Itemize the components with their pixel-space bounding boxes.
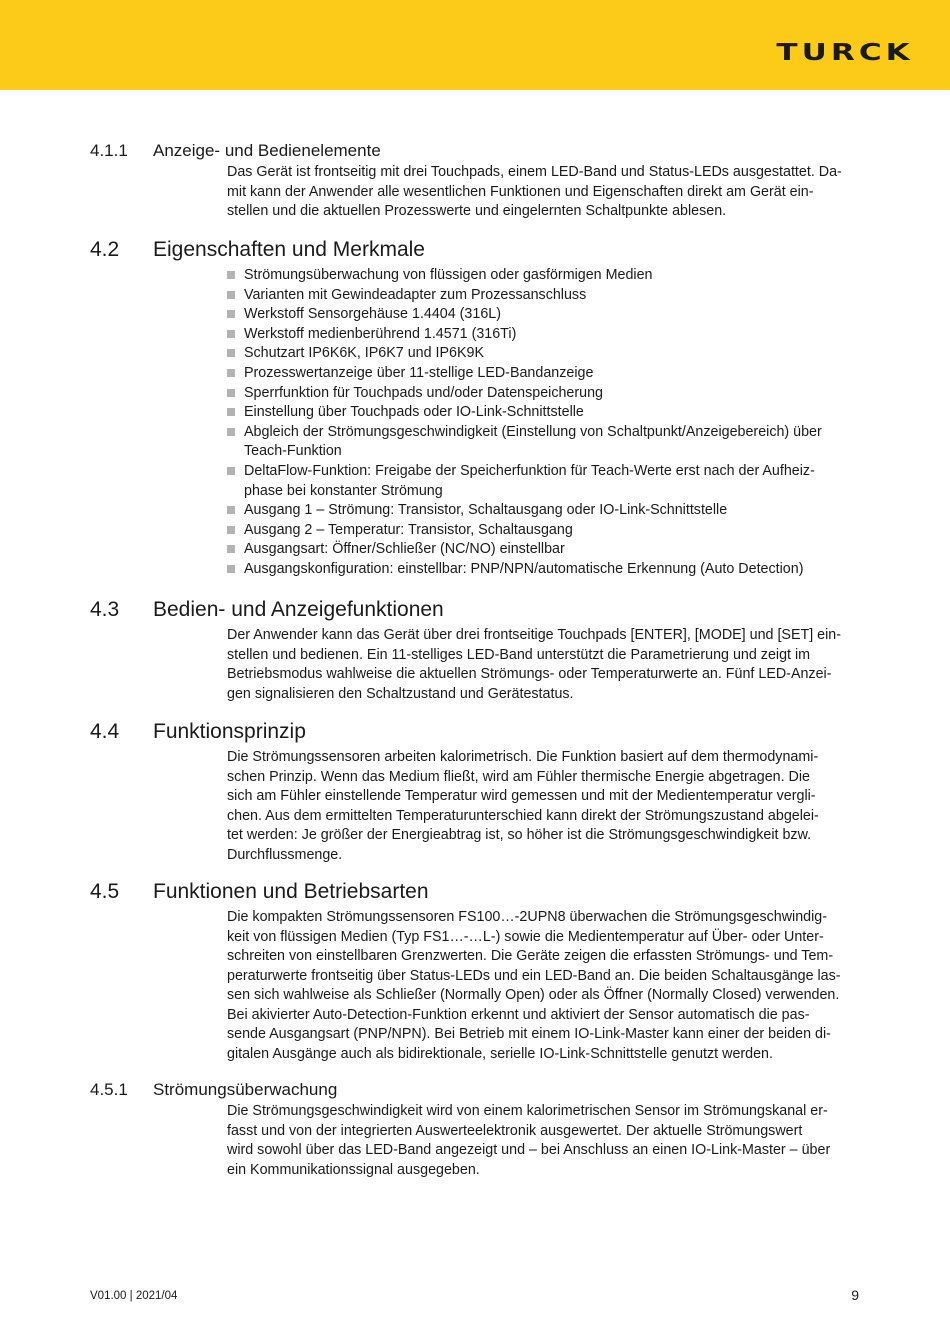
text-line: fasst und von der integrierten Auswerteelektronik ausgewertet. Der aktuelle Strömungswert: [227, 1122, 803, 1139]
page-number: 9: [851, 1287, 859, 1303]
text-line: Die Strömungsgeschwindigkeit wird von einem kalorimetrischen Sensor im Strömungskanal er-: [227, 1103, 828, 1119]
text-line: sen sich wahlweise als Schließer (Normally Open) oder als Öffner (Normally Closed) verwenden.: [227, 987, 840, 1003]
bullet-square-icon: [227, 565, 235, 573]
bullet-square-icon: [227, 428, 235, 436]
paragraph-4-5: [227, 908, 867, 1064]
list-item: Abgleich der Strömungsgeschwindigkeit (Einstellung von Schaltpunkt/Anzeigebereich) über Teach-Funktion: [227, 423, 877, 462]
section-title: Funktionsprinzip: [153, 720, 306, 743]
list-item: Werkstoff medienberührend 1.4571 (316Ti): [227, 325, 877, 345]
list-item: Varianten mit Gewindeadapter zum Prozessanschluss: [227, 286, 877, 306]
list-item: Einstellung über Touchpads oder IO-Link-Schnittstelle: [227, 403, 877, 423]
footer-version: V01.00 | 2021/04: [90, 1290, 178, 1302]
text-line: Die Strömungssensoren arbeiten kalorimetrisch. Die Funktion basiert auf dem thermodynami-: [227, 749, 819, 765]
text-line: Bei akivierter Auto-Detection-Funktion erkennt und aktiviert der Sensor automatisch die pas-: [227, 1006, 810, 1023]
section-title: Funktionen und Betriebsarten: [153, 880, 429, 903]
text-line: chen. Aus dem ermittelten Temperaturunterschied kann direkt der Strömungszustand abgelei-: [227, 807, 819, 824]
bullet-square-icon: [227, 506, 235, 514]
bullet-square-icon: [227, 271, 235, 279]
section-title: Eigenschaften und Merkmale: [153, 238, 425, 261]
list-item: Strömungsüberwachung von flüssigen oder gasförmigen Medien: [227, 266, 877, 286]
text-line: mit kann der Anwender alle wesentlichen Funktionen und Eigenschaften direkt am Gerät ein-: [227, 183, 814, 200]
list-item: Sperrfunktion für Touchpads und/oder Datenspeicherung: [227, 384, 877, 404]
paragraph-4-5-1: [227, 1102, 867, 1180]
text-line: peraturwerte frontseitig über Status-LEDs und ein LED-Band an. Die beiden Schaltausgänge las-: [227, 967, 841, 984]
section-number: 4.5: [90, 880, 120, 903]
text-line: schreiten von einstellbaren Grenzwerten. Die Geräte zeigen die erfassten Strömungs- und Tem-: [227, 948, 834, 964]
text-line: keit von flüssigen Medien (Typ FS1…-…L-) sowie die Medientemperatur auf Über- oder Unter-: [227, 928, 824, 945]
text-line: ein Kommunikationssignal ausgegeben.: [227, 1161, 480, 1178]
text-line: tet werden: Je größer der Energieabtrag ist, so höher ist die Strömungsgeschwindigkeit bzw.: [227, 827, 812, 843]
turck-logo: TURCK: [776, 40, 914, 66]
header-band: [0, 0, 950, 90]
section-title: Strömungsüberwachung: [153, 1080, 338, 1099]
bullet-square-icon: [227, 349, 235, 357]
text-line: stellen und bedienen. Ein 11-stelliges LED-Band unterstützt die Parametrierung und zeigt im: [227, 646, 811, 663]
text-line: stellen und die aktuellen Prozesswerte und eingelernten Schaltpunkte ablesen.: [227, 203, 727, 219]
section-title: Bedien- und Anzeigefunktionen: [153, 598, 444, 621]
section-number: 4.2: [90, 238, 120, 261]
feature-list: [227, 266, 877, 580]
text-line: schen Prinzip. Wenn das Medium fließt, wird am Fühler thermische Energie abgetragen. Die: [227, 768, 810, 785]
text-line: Durchflussmenge.: [227, 846, 343, 863]
list-item: Ausgang 1 – Strömung: Transistor, Schaltausgang oder IO-Link-Schnittstelle: [227, 501, 877, 521]
text-line: sende Ausgangsart (PNP/NPN). Bei Betrieb mit einem IO-Link-Master kann einer der beiden di-: [227, 1026, 831, 1042]
paragraph-4-3: [227, 626, 867, 704]
bullet-square-icon: [227, 526, 235, 534]
paragraph-4-1-1: [227, 163, 867, 222]
section-number: 4.5.1: [90, 1080, 128, 1099]
text-line: Die kompakten Strömungssensoren FS100…-2UPN8 überwachen die Strömungsgeschwindig-: [227, 909, 827, 925]
bullet-square-icon: [227, 330, 235, 338]
text-line: gitalen Ausgänge auch als bidirektionale, serielle IO-Link-Schnittstelle genutzt werden.: [227, 1045, 773, 1062]
list-item: Prozesswertanzeige über 11-stellige LED-Bandanzeige: [227, 364, 877, 384]
bullet-square-icon: [227, 408, 235, 416]
bullet-square-icon: [227, 310, 235, 318]
bullet-square-icon: [227, 389, 235, 397]
text-line: Das Gerät ist frontseitig mit drei Touchpads, einem LED-Band und Status-LEDs ausgestattet. Da-: [227, 164, 842, 180]
bullet-square-icon: [227, 467, 235, 475]
bullet-square-icon: [227, 291, 235, 299]
paragraph-4-4: [227, 748, 867, 865]
text-line: Betriebsmodus wahlweise die aktuellen Strömungs- oder Temperaturwerte an. Fünf LED-Anzei-: [227, 666, 832, 682]
bullet-square-icon: [227, 545, 235, 553]
section-number: 4.4: [90, 720, 120, 743]
list-item: Ausgangsart: Öffner/Schließer (NC/NO) einstellbar: [227, 540, 877, 560]
text-line: sich am Fühler einstellende Temperatur wird gemessen und mit der Medientemperatur vergli-: [227, 788, 816, 804]
bullet-square-icon: [227, 369, 235, 377]
list-item: Schutzart IP6K6K, IP6K7 und IP6K9K: [227, 344, 877, 364]
text-line: gen signalisieren den Schaltzustand und Gerätestatus.: [227, 685, 574, 702]
text-line: Der Anwender kann das Gerät über drei frontseitige Touchpads [ENTER], [MODE] und [SET] ein-: [227, 627, 842, 643]
section-number: 4.3: [90, 598, 120, 621]
list-item: DeltaFlow-Funktion: Freigabe der Speicherfunktion für Teach-Werte erst nach der Aufheiz- phase bei konstanter Strömung: [227, 462, 877, 501]
section-title: Anzeige- und Bedienelemente: [153, 141, 381, 160]
list-item: Ausgangskonfiguration: einstellbar: PNP/NPN/automatische Erkennung (Auto Detection): [227, 560, 877, 580]
list-item: Werkstoff Sensorgehäuse 1.4404 (316L): [227, 305, 877, 325]
text-line: wird sowohl über das LED-Band angezeigt und – bei Anschluss an einen IO-Link-Master – über: [227, 1142, 831, 1158]
section-number: 4.1.1: [90, 141, 128, 160]
list-item: Ausgang 2 – Temperatur: Transistor, Schaltausgang: [227, 521, 877, 541]
